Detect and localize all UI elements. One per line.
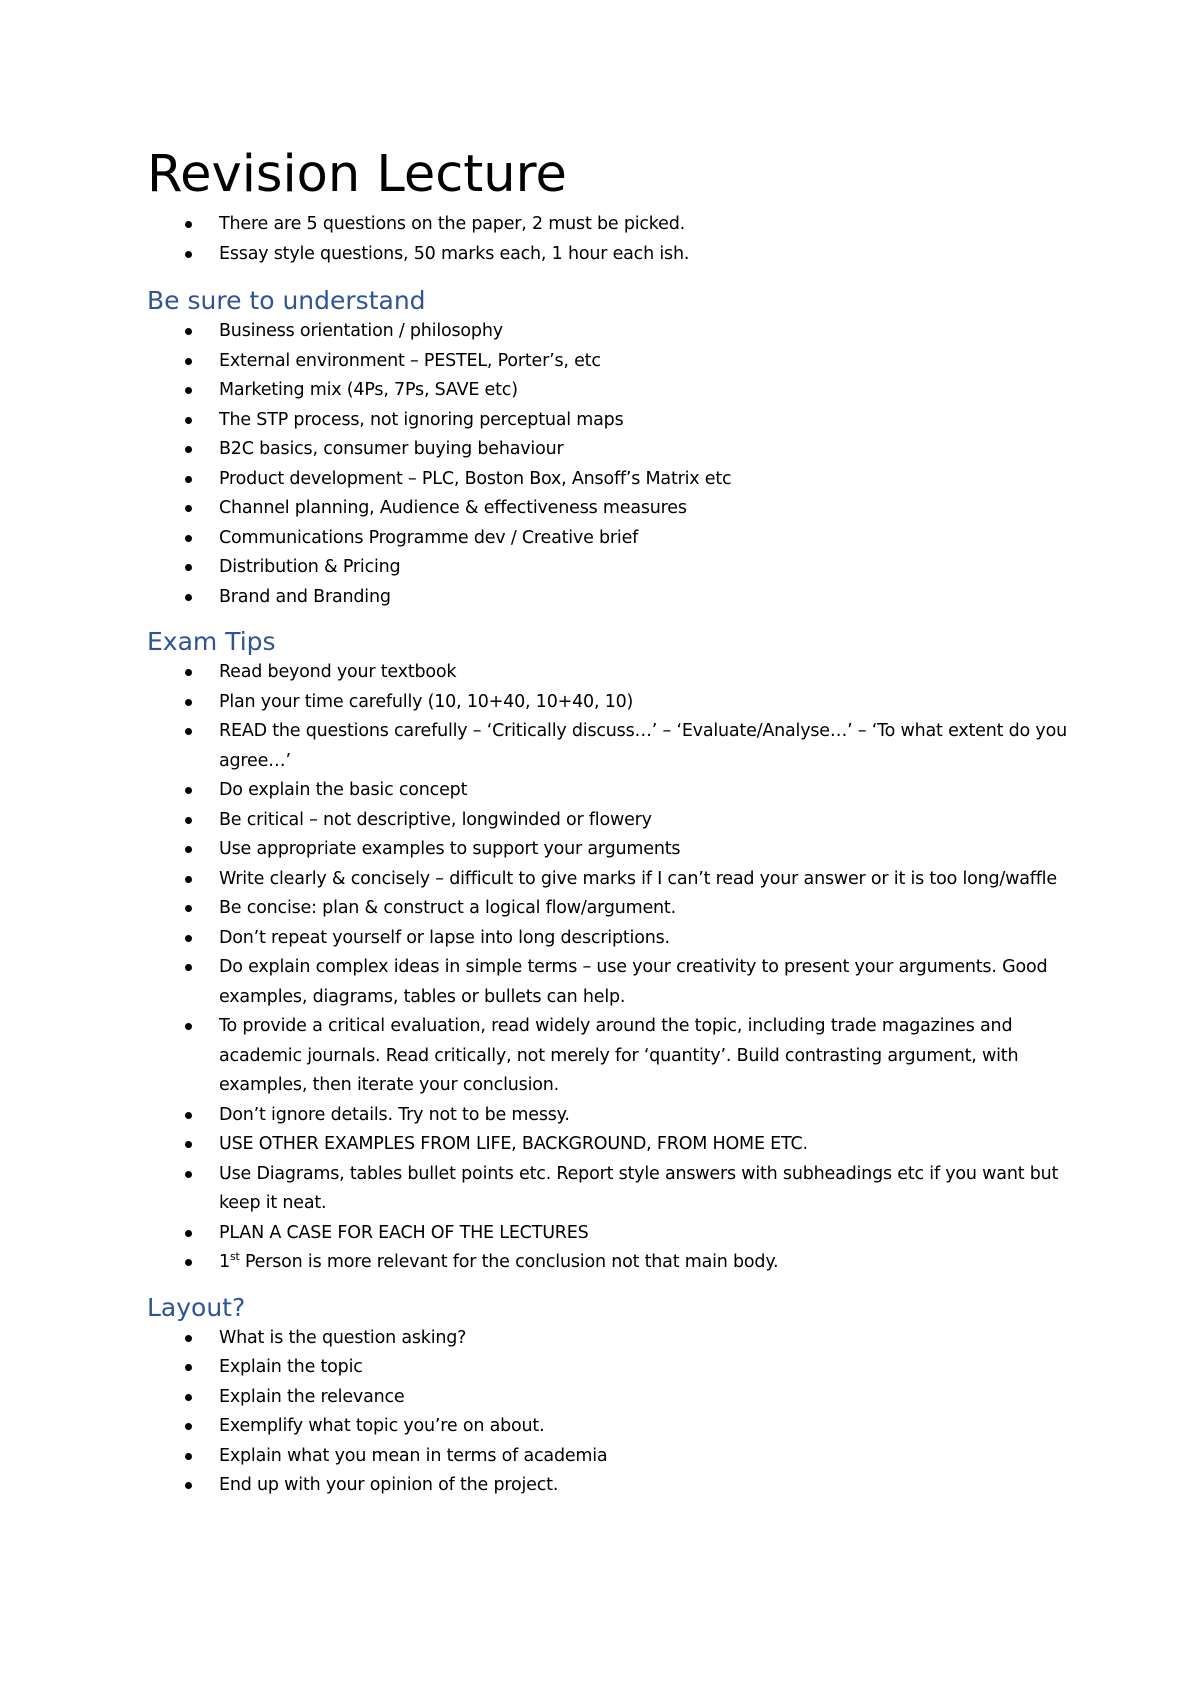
list-item: Communications Programme dev / Creative brief <box>147 524 1067 554</box>
section-heading-understand: Be sure to understand <box>147 286 426 315</box>
bullet-icon <box>185 1335 192 1342</box>
list-item: External environment – PESTEL, Porter’s, etc <box>147 347 1067 377</box>
list-item: Business orientation / philosophy <box>147 317 1067 347</box>
list-item: Be critical – not descriptive, longwinded or flowery <box>147 806 1067 836</box>
list-item: Use appropriate examples to support your arguments <box>147 835 1067 865</box>
list-item: Be concise: plan & construct a logical flow/argument. <box>147 894 1067 924</box>
list-item: The STP process, not ignoring perceptual maps <box>147 406 1067 436</box>
bullet-icon <box>185 535 192 542</box>
list-item: Essay style questions, 50 marks each, 1 hour each ish. <box>147 240 1067 270</box>
list-item: Explain the relevance <box>147 1383 1067 1413</box>
list-item: Marketing mix (4Ps, 7Ps, SAVE etc) <box>147 376 1067 406</box>
list-item: Explain what you mean in terms of academia <box>147 1442 1067 1472</box>
bullet-icon <box>185 446 192 453</box>
bullet-icon <box>185 1141 192 1148</box>
list-item: There are 5 questions on the paper, 2 must be picked. <box>147 210 1067 240</box>
bullet-icon <box>185 817 192 824</box>
bullet-icon <box>185 1423 192 1430</box>
bullet-icon <box>185 728 192 735</box>
bullet-icon <box>185 669 192 676</box>
list-item: Do explain the basic concept <box>147 776 1067 806</box>
bullet-icon <box>185 1259 192 1266</box>
list-item: Plan your time carefully (10, 10+40, 10+40, 10) <box>147 688 1067 718</box>
bullet-icon <box>185 505 192 512</box>
list-item: Don’t ignore details. Try not to be messy. <box>147 1101 1067 1131</box>
bullet-icon <box>185 1364 192 1371</box>
bullet-icon <box>185 476 192 483</box>
bullet-icon <box>185 387 192 394</box>
bullet-icon <box>185 699 192 706</box>
bullet-icon <box>185 1230 192 1237</box>
list-item: Explain the topic <box>147 1353 1067 1383</box>
bullet-icon <box>185 1023 192 1030</box>
layout-list <box>147 1324 1067 1501</box>
list-item: Don’t repeat yourself or lapse into long descriptions. <box>147 924 1067 954</box>
list-item: Use Diagrams, tables bullet points etc. Report style answers with subheadings etc if you want but keep it neat. <box>147 1160 1067 1219</box>
list-item: READ the questions carefully – ‘Critically discuss…’ – ‘Evaluate/Analyse…’ – ‘To what extent do you agree…’ <box>147 717 1067 776</box>
bullet-icon <box>185 1171 192 1178</box>
document-page <box>147 140 1067 1501</box>
intro-list <box>147 210 1067 269</box>
list-item: B2C basics, consumer buying behaviour <box>147 435 1067 465</box>
bullet-icon <box>185 594 192 601</box>
list-item: Write clearly & concisely – difficult to give marks if I can’t read your answer or it is too long/waffle <box>147 865 1067 895</box>
bullet-icon <box>185 221 192 228</box>
exam-tips-list <box>147 658 1067 1278</box>
bullet-icon <box>185 1453 192 1460</box>
document-title: Revision Lecture <box>147 145 567 204</box>
list-item: Exemplify what topic you’re on about. <box>147 1412 1067 1442</box>
bullet-icon <box>185 964 192 971</box>
list-item: Brand and Branding <box>147 583 1067 613</box>
bullet-icon <box>185 251 192 258</box>
understand-list <box>147 317 1067 612</box>
bullet-icon <box>185 1482 192 1489</box>
bullet-icon <box>185 1112 192 1119</box>
list-item: To provide a critical evaluation, read widely around the topic, including trade magazines and academic journals. Read critically, not merely for ‘quantity’. Build contrasting argument, with examples, then iterate your conclusion. <box>147 1012 1067 1101</box>
list-item: Distribution & Pricing <box>147 553 1067 583</box>
bullet-icon <box>185 358 192 365</box>
list-item: What is the question asking? <box>147 1324 1067 1354</box>
list-item: 1st Person is more relevant for the conclusion not that main body. <box>147 1248 1067 1278</box>
bullet-icon <box>185 328 192 335</box>
bullet-icon <box>185 417 192 424</box>
list-item: Channel planning, Audience & effectiveness measures <box>147 494 1067 524</box>
list-item: End up with your opinion of the project. <box>147 1471 1067 1501</box>
bullet-icon <box>185 846 192 853</box>
bullet-icon <box>185 564 192 571</box>
list-item: Do explain complex ideas in simple terms – use your creativity to present your arguments. Good examples, diagrams, tables or bullets can help. <box>147 953 1067 1012</box>
bullet-icon <box>185 905 192 912</box>
bullet-icon <box>185 787 192 794</box>
section-heading-exam-tips: Exam Tips <box>147 627 276 656</box>
list-item: Product development – PLC, Boston Box, Ansoff’s Matrix etc <box>147 465 1067 495</box>
bullet-icon <box>185 876 192 883</box>
bullet-icon <box>185 935 192 942</box>
bullet-icon <box>185 1394 192 1401</box>
list-item: PLAN A CASE FOR EACH OF THE LECTURES <box>147 1219 1067 1249</box>
section-heading-layout: Layout? <box>147 1292 246 1322</box>
list-item: Read beyond your textbook <box>147 658 1067 688</box>
list-item: USE OTHER EXAMPLES FROM LIFE, BACKGROUND, FROM HOME ETC. <box>147 1130 1067 1160</box>
